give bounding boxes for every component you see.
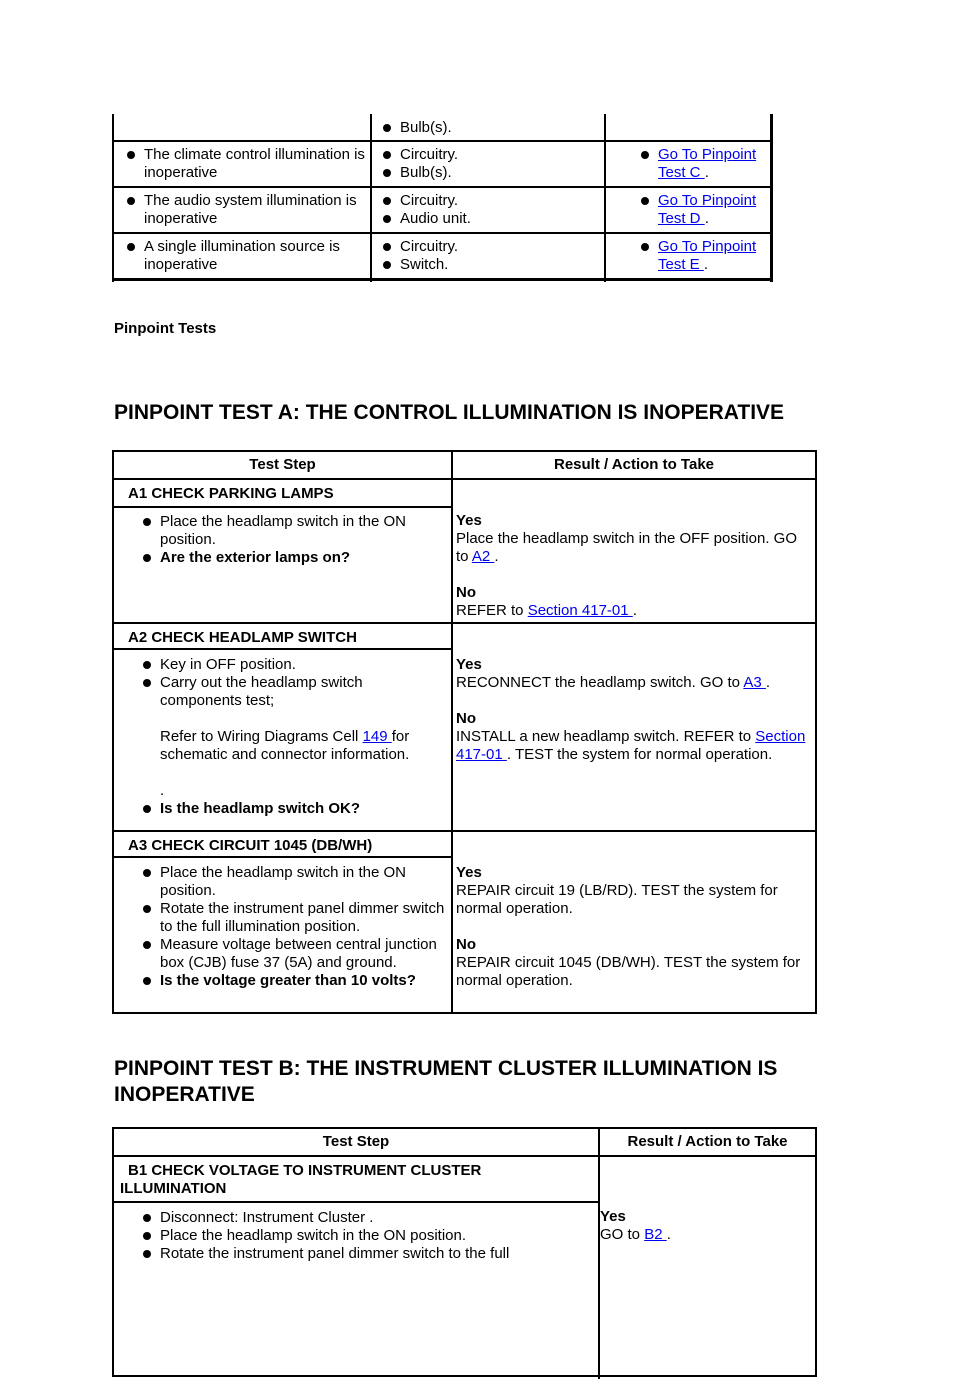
symptom-chart xyxy=(112,114,774,282)
causes-cell xyxy=(374,238,600,274)
step-title-divider xyxy=(114,856,451,858)
symptom-cell xyxy=(118,192,368,228)
note-text: for schematic and connector information. xyxy=(160,728,410,763)
yes-text: REPAIR circuit 19 (LB/RD). TEST the system for normal operation. xyxy=(456,882,778,917)
step-item: Place the headlamp switch in the ON position. xyxy=(134,864,446,900)
step-a3-body xyxy=(134,864,446,990)
col-header-test-step: Test Step xyxy=(322,1133,390,1150)
pinpoint-test-c-link[interactable]: Go To Pinpoint Test C xyxy=(658,146,757,181)
row-divider xyxy=(114,830,815,832)
no-label: No xyxy=(456,936,476,953)
col-header-result: Result / Action to Take xyxy=(627,1133,788,1150)
step-item: Place the headlamp switch in the ON position. xyxy=(134,513,440,549)
section-417-01-link[interactable]: Section 417-01 xyxy=(456,728,806,763)
link-suffix: . xyxy=(704,210,709,227)
yes-text: RECONNECT the headlamp switch. GO to xyxy=(456,674,744,691)
wiring-note xyxy=(160,728,444,764)
wiring-cell-149-link[interactable]: 149 xyxy=(362,728,392,745)
step-title-divider xyxy=(114,506,451,508)
step-a2-result xyxy=(456,656,806,782)
step-question: Are the exterior lamps on? xyxy=(134,549,440,567)
symptom-cell xyxy=(118,238,368,274)
cause-item: Circuitry. xyxy=(374,192,600,210)
column-divider xyxy=(451,452,453,1012)
step-item: Rotate the instrument panel dimmer switch to the full illumination position. xyxy=(134,900,446,936)
pinpoint-test-e-link[interactable]: Go To Pinpoint Test E xyxy=(658,238,757,273)
step-a1-title: A1 CHECK PARKING LAMPS xyxy=(128,485,334,502)
causes-cell xyxy=(374,192,600,228)
step-item: Key in OFF position. xyxy=(134,656,444,674)
cause-item: Switch. xyxy=(374,256,600,274)
chart-row-divider xyxy=(112,232,773,234)
link-suffix: . xyxy=(704,164,709,181)
step-a3-result xyxy=(456,864,808,1008)
pinpoint-test-b-title: PINPOINT TEST B: THE INSTRUMENT CLUSTER ILLUMINATION IS INOPERATIVE xyxy=(114,1057,778,1106)
action-cell xyxy=(632,146,768,182)
cause-item: Circuitry. xyxy=(374,146,600,164)
yes-label: Yes xyxy=(456,864,482,881)
step-title-divider xyxy=(114,1201,598,1203)
col-header-test-step: Test Step xyxy=(249,456,316,473)
step-title-divider xyxy=(114,648,451,650)
link-suffix: . TEST the system for normal operation. xyxy=(506,746,773,763)
yes-text: Place the headlamp switch in the OFF position. GO to xyxy=(456,530,797,565)
action-cell xyxy=(632,238,768,274)
section-heading: Pinpoint Tests xyxy=(114,320,217,337)
symptom-item: The audio system illumination is inoperative xyxy=(118,192,368,228)
chart-row-divider xyxy=(112,140,773,142)
chart-row xyxy=(374,119,600,137)
step-item: Disconnect: Instrument Cluster . xyxy=(134,1209,594,1227)
pinpoint-test-b-table xyxy=(112,1127,817,1377)
chart-row-divider xyxy=(112,186,773,188)
no-label: No xyxy=(456,584,476,601)
step-a1-result xyxy=(456,512,806,638)
col-header-result: Result / Action to Take xyxy=(553,456,715,473)
yes-label: Yes xyxy=(600,1208,626,1225)
note-text: Refer to Wiring Diagrams Cell xyxy=(160,728,363,745)
cause-item: Bulb(s). xyxy=(374,164,600,182)
symptom-cell xyxy=(118,146,368,182)
step-b1-title: B1 CHECK VOLTAGE TO INSTRUMENT CLUSTER ILLUMINATION xyxy=(120,1162,482,1197)
causes-cell xyxy=(374,146,600,182)
link-suffix: . xyxy=(703,256,709,273)
no-label: No xyxy=(456,710,476,727)
cause-item: Audio unit. xyxy=(374,210,600,228)
step-item: Carry out the headlamp switch components test; xyxy=(134,674,444,710)
yes-label: Yes xyxy=(456,656,482,673)
chart-border-bottom xyxy=(112,278,773,281)
link-suffix: . xyxy=(494,548,499,565)
link-suffix: . xyxy=(765,674,771,691)
pinpoint-test-d-link[interactable]: Go To Pinpoint Test D xyxy=(658,192,757,227)
step-a1-body xyxy=(134,513,440,567)
step-a3-title: A3 CHECK CIRCUIT 1045 (DB/WH) xyxy=(128,837,373,854)
table-header xyxy=(114,1129,815,1157)
step-question: Is the voltage greater than 10 volts? xyxy=(134,972,446,990)
step-question: Is the headlamp switch OK? xyxy=(134,800,444,818)
step-b1-result xyxy=(600,1208,810,1262)
goto-a2-link[interactable]: A2 xyxy=(471,548,495,565)
step-item: Rotate the instrument panel dimmer switch to the full xyxy=(134,1245,594,1263)
pinpoint-test-a-table xyxy=(112,450,817,1014)
yes-label: Yes xyxy=(456,512,482,529)
goto-b2-link[interactable]: B2 xyxy=(644,1226,667,1243)
no-text: REFER to xyxy=(456,602,528,619)
step-dot: . xyxy=(160,782,165,799)
section-417-01-link[interactable]: Section 417-01 xyxy=(527,602,633,619)
goto-a3-link[interactable]: A3 xyxy=(743,674,766,691)
no-text: INSTALL a new headlamp switch. REFER to xyxy=(456,728,756,745)
cause-item: Circuitry. xyxy=(374,238,600,256)
step-item: Measure voltage between central junction box (CJB) fuse 37 (5A) and ground. xyxy=(134,936,446,972)
link-suffix: . xyxy=(632,602,637,619)
action-cell xyxy=(632,192,768,228)
step-item: Place the headlamp switch in the ON position. xyxy=(134,1227,594,1245)
symptom-item: The climate control illumination is inoperative xyxy=(118,146,368,182)
yes-text: GO to xyxy=(600,1226,645,1243)
step-a2-body xyxy=(134,656,444,818)
table-header xyxy=(114,452,815,480)
link-suffix: . xyxy=(666,1226,671,1243)
step-a2-title: A2 CHECK HEADLAMP SWITCH xyxy=(128,629,357,646)
no-text: REPAIR circuit 1045 (DB/WH). TEST the system for normal operation. xyxy=(456,954,801,989)
step-b1-body xyxy=(134,1209,594,1263)
cause-item: Bulb(s). xyxy=(374,119,600,137)
symptom-item: A single illumination source is inoperative xyxy=(118,238,368,274)
pinpoint-test-a-title: PINPOINT TEST A: THE CONTROL ILLUMINATION IS INOPERATIVE xyxy=(114,401,785,424)
